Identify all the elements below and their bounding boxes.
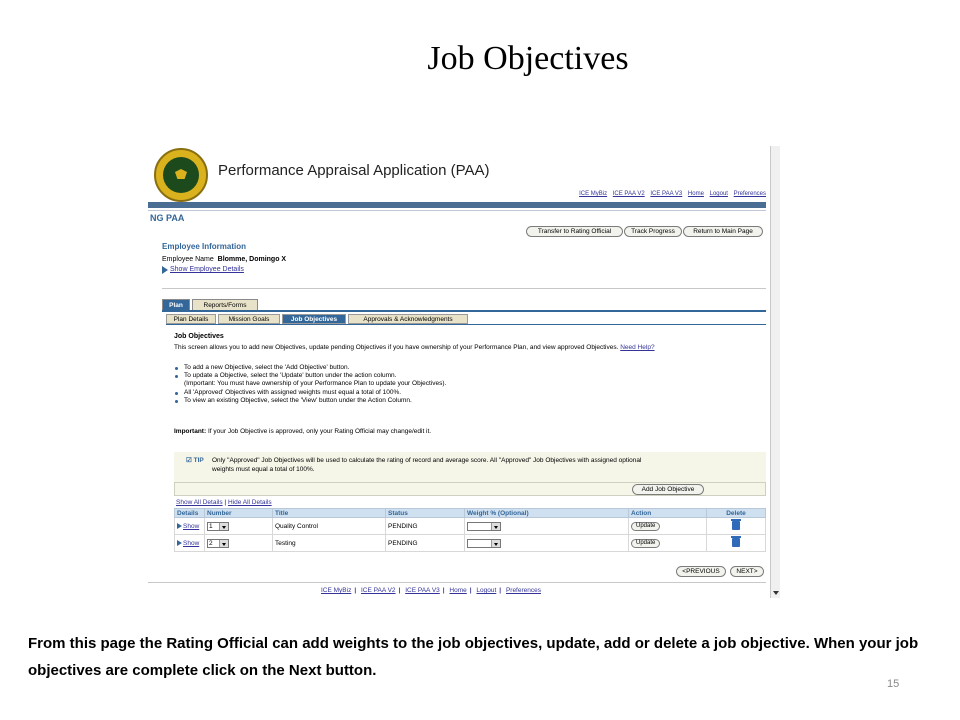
employee-name-label: Employee Name Blomme, Domingo X (162, 256, 287, 263)
show-employee-details-link[interactable]: Show Employee Details (170, 266, 244, 273)
slide-title: Job Objectives (427, 40, 629, 77)
subtab-job-objectives[interactable]: Job Objectives (282, 314, 346, 324)
page-number: 15 (887, 678, 900, 690)
number-select[interactable]: 2 (207, 539, 229, 548)
action-cell (629, 535, 707, 552)
col-number: Number (205, 509, 273, 518)
table-row (175, 518, 766, 535)
col-delete: Delete (707, 509, 766, 518)
important-note: Important: If your Job Objective is approved, only your Rating Official may change/edit it. (174, 428, 432, 435)
show-all-details-link[interactable]: Show All Details (176, 499, 223, 506)
return-to-main-page-button[interactable]: Return to Main Page (683, 226, 763, 237)
instructions-list (174, 364, 446, 405)
subtab-underline (166, 324, 766, 325)
checkmark-icon: ☑ (186, 457, 192, 464)
tip-text: Only "Approved" Job Objectives will be used to calculate the rating of record and average score. All "Approved" Job Objectives with assigned optional weights must equal a total of 100%. (212, 457, 642, 473)
details-cell (175, 535, 205, 552)
number-cell (205, 518, 273, 535)
job-objectives-heading: Job Objectives (174, 333, 224, 340)
global-link-home[interactable]: Home (687, 191, 704, 197)
app-title: Performance Appraisal Application (PAA) (218, 162, 490, 179)
subtab-approvals-acknowledgments[interactable]: Approvals & Acknowledgments (348, 314, 468, 324)
delete-cell (707, 518, 766, 535)
show-row-link[interactable]: Show (183, 522, 200, 530)
col-status: Status (386, 509, 465, 518)
footer-link-icepaav2[interactable]: ICE PAA V2 (360, 587, 396, 594)
slide-caption: From this page the Rating Official can add weights to the job objectives, update, add or delete a job objective. When your job objectives are complete click on the Next button. (28, 635, 919, 679)
vertical-scrollbar[interactable] (770, 146, 780, 598)
footer-divider (148, 582, 766, 583)
weight-select[interactable] (467, 539, 501, 548)
instruction-note: (Important: You must have ownership of your Performance Plan to update your Objectives). (184, 380, 447, 388)
previous-button[interactable]: <PREVIOUS (676, 566, 726, 577)
show-row-link[interactable]: Show (183, 539, 200, 547)
weight-cell (465, 518, 629, 535)
global-link-icemybiz[interactable]: ICE MyBiz (579, 191, 608, 197)
subtab-plan-details[interactable]: Plan Details (166, 314, 216, 324)
status-cell: PENDING (386, 535, 465, 552)
subtab-mission-goals[interactable]: Mission Goals (218, 314, 280, 324)
global-link-logout[interactable]: Logout (709, 191, 728, 197)
trash-icon[interactable] (732, 538, 740, 547)
details-cell (175, 518, 205, 535)
footer-link-icepaav3[interactable]: ICE PAA V3 (405, 587, 440, 594)
update-button[interactable]: Update (631, 522, 660, 531)
section-divider (162, 288, 766, 289)
title-cell: Testing (273, 535, 386, 552)
instruction-item: All 'Approved' Objectives with assigned weights must equal a total of 100%. (174, 389, 446, 397)
number-select[interactable]: 1 (207, 522, 229, 531)
global-links (575, 191, 766, 197)
objectives-table (174, 508, 766, 552)
footer-link-logout[interactable]: Logout (476, 587, 497, 594)
number-cell (205, 535, 273, 552)
footer-links: ICE MyBiz | ICE PAA V2 | ICE PAA V3 | Home | Logout | Preferences (321, 587, 541, 594)
add-job-objective-button[interactable]: Add Job Objective (632, 484, 704, 495)
col-action: Action (629, 509, 707, 518)
expand-triangle-icon (177, 523, 182, 529)
delete-cell (707, 535, 766, 552)
footer-link-preferences[interactable]: Preferences (505, 587, 541, 594)
hide-all-details-link[interactable]: Hide All Details (227, 499, 272, 506)
brand-label: NG PAA (150, 213, 185, 223)
weight-cell (465, 535, 629, 552)
expand-triangle-icon (177, 540, 182, 546)
show-hide-all: Show All Details | Hide All Details (176, 499, 272, 506)
tab-plan[interactable]: Plan (162, 299, 190, 310)
col-details: Details (175, 509, 205, 518)
transfer-to-rating-official-button[interactable]: Transfer to Rating Official (526, 226, 623, 237)
action-cell (629, 518, 707, 535)
app-screenshot (148, 146, 780, 598)
table-row (175, 535, 766, 552)
global-link-preferences[interactable]: Preferences (733, 191, 766, 197)
national-guard-seal-logo (154, 148, 208, 202)
instruction-item: To view an existing Objective, select the 'View' button under the Action Column. (174, 397, 446, 405)
global-link-icepaav2[interactable]: ICE PAA V2 (612, 191, 645, 197)
objectives-intro: This screen allows you to add new Objectives, update pending Objectives if you have ownership of your Performance Plan, and view approved Objectives. Need Help? (174, 344, 655, 351)
global-link-icepaav3[interactable]: ICE PAA V3 (650, 191, 683, 197)
employee-info-heading: Employee Information (162, 242, 247, 251)
instruction-item: To update a Objective, select the 'Update' button under the action column. (174, 372, 446, 380)
need-help-link[interactable]: Need Help? (620, 344, 655, 351)
next-button[interactable]: NEXT> (730, 566, 764, 577)
instruction-item: To add a new Objective, select the 'Add Objective' button. (174, 364, 446, 372)
tip-label: ☑ TIP (186, 457, 204, 464)
brand-line (148, 210, 766, 211)
tab-underline (162, 310, 766, 312)
footer-link-home[interactable]: Home (449, 587, 467, 594)
status-cell: PENDING (386, 518, 465, 535)
footer-link-icemybiz[interactable]: ICE MyBiz (321, 587, 352, 594)
title-cell: Quality Control (273, 518, 386, 535)
col-title: Title (273, 509, 386, 518)
trash-icon[interactable] (732, 521, 740, 530)
employee-name-value: Blomme, Domingo X (217, 256, 287, 263)
brand-bar (148, 202, 766, 208)
tab-reports-forms[interactable]: Reports/Forms (192, 299, 258, 310)
weight-select[interactable] (467, 522, 501, 531)
track-progress-button[interactable]: Track Progress (624, 226, 682, 237)
col-weight: Weight % (Optional) (465, 509, 629, 518)
update-button[interactable]: Update (631, 539, 660, 548)
scroll-down-arrow-icon[interactable] (773, 591, 779, 595)
expand-triangle-icon (162, 266, 168, 274)
